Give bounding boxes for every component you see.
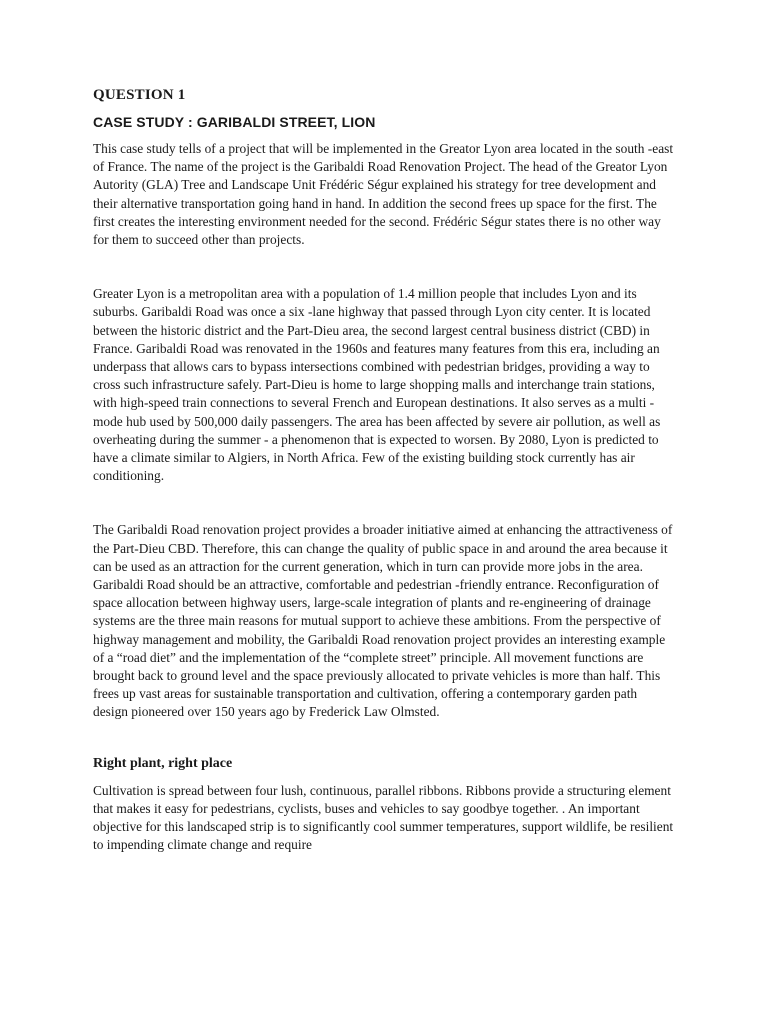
- case-study-title: CASE STUDY : GARIBALDI STREET, LION: [93, 114, 376, 130]
- paragraph-cultivation: Cultivation is spread between four lush, continuous, parallel ribbons. Ribbons provide a structuring element that makes it easy for pedestrians, cyclists, buses and vehicles to say goodbye together. . An important objective for this landscaped strip is to significantly cool summer temperatures, support wildlife, be resilient to impending climate change and require: [93, 782, 674, 853]
- paragraph-intro: This case study tells of a project that will be implemented in the Greator Lyon area located in the south -east of France. The name of the project is the Garibaldi Road Renovation Project. The head of the Greator Lyon Autority (GLA) Tree and Landscape Unit Frédéric Ségur explained his strategy for tree development and their alternative transportation going hand in hand. In addition the second frees up space for the first. The first creates the interesting environment needed for the second. Frédéric Ségur states there is no other way for them to succeed other than projects.: [93, 141, 674, 248]
- section-heading: Right plant, right place: [93, 755, 233, 771]
- question-heading: QUESTION 1: [93, 87, 186, 103]
- paragraph-spacer: [93, 722, 675, 755]
- paragraph-renovation-project: The Garibaldi Road renovation project provides a broader initiative aimed at enhancing the attractiveness of the Part-Dieu CBD. Therefore, this can change the quality of public space in and around the area because it can be used as an attraction for the current generation, which in turn can provide more jobs in the area. Garibaldi Road should be an attractive, comfortable and pedestrian -friendly entrance. Reconfiguration of space allocation between highway users, large-scale integration of plants and re-engineering of drainage systems are the three main reasons for mutual support to achieve these ambitions. From the perspective of highway management and mobility, the Garibaldi Road renovation project provides an interesting example of a “road diet” and the implementation of the “complete street” principle. All movement functions are brought back to ground level and the space previously allocated to private vehicles is more than half. This frees up vast areas for sustainable transportation and cultivation, offering a contemporary garden path design pioneered over 150 years ago by Frederick Law Olmsted.: [93, 522, 673, 720]
- paragraph-greater-lyon: Greater Lyon is a metropolitan area with a population of 1.4 million people that includes Lyon and its suburbs. Garibaldi Road was once a six -lane highway that passed through Lyon city center. It is located between the historic district and the Part-Dieu area, the second largest central business district (CBD) in France. Garibaldi Road was renovated in the 1960s and features many features from this era, including an underpass that allows cars to bypass intersections combined with pedestrian bridges, providing a way to cross such infrastructure safely. Part-Dieu is home to large shopping malls and interchange train stations, with high-speed train connections to several French and European destinations. It also serves as a multi -mode hub used by 500,000 daily passengers. The area has been affected by severe air pollution, as well as overheating during the summer - a phenomenon that is expected to worsen. By 2080, Lyon is predicted to have a climate similar to Algiers, in North Africa. Few of the existing building stock currently has air conditioning.: [93, 286, 661, 484]
- paragraph-spacer: [93, 249, 675, 285]
- document-page: [93, 86, 675, 855]
- paragraph-spacer: [93, 485, 675, 521]
